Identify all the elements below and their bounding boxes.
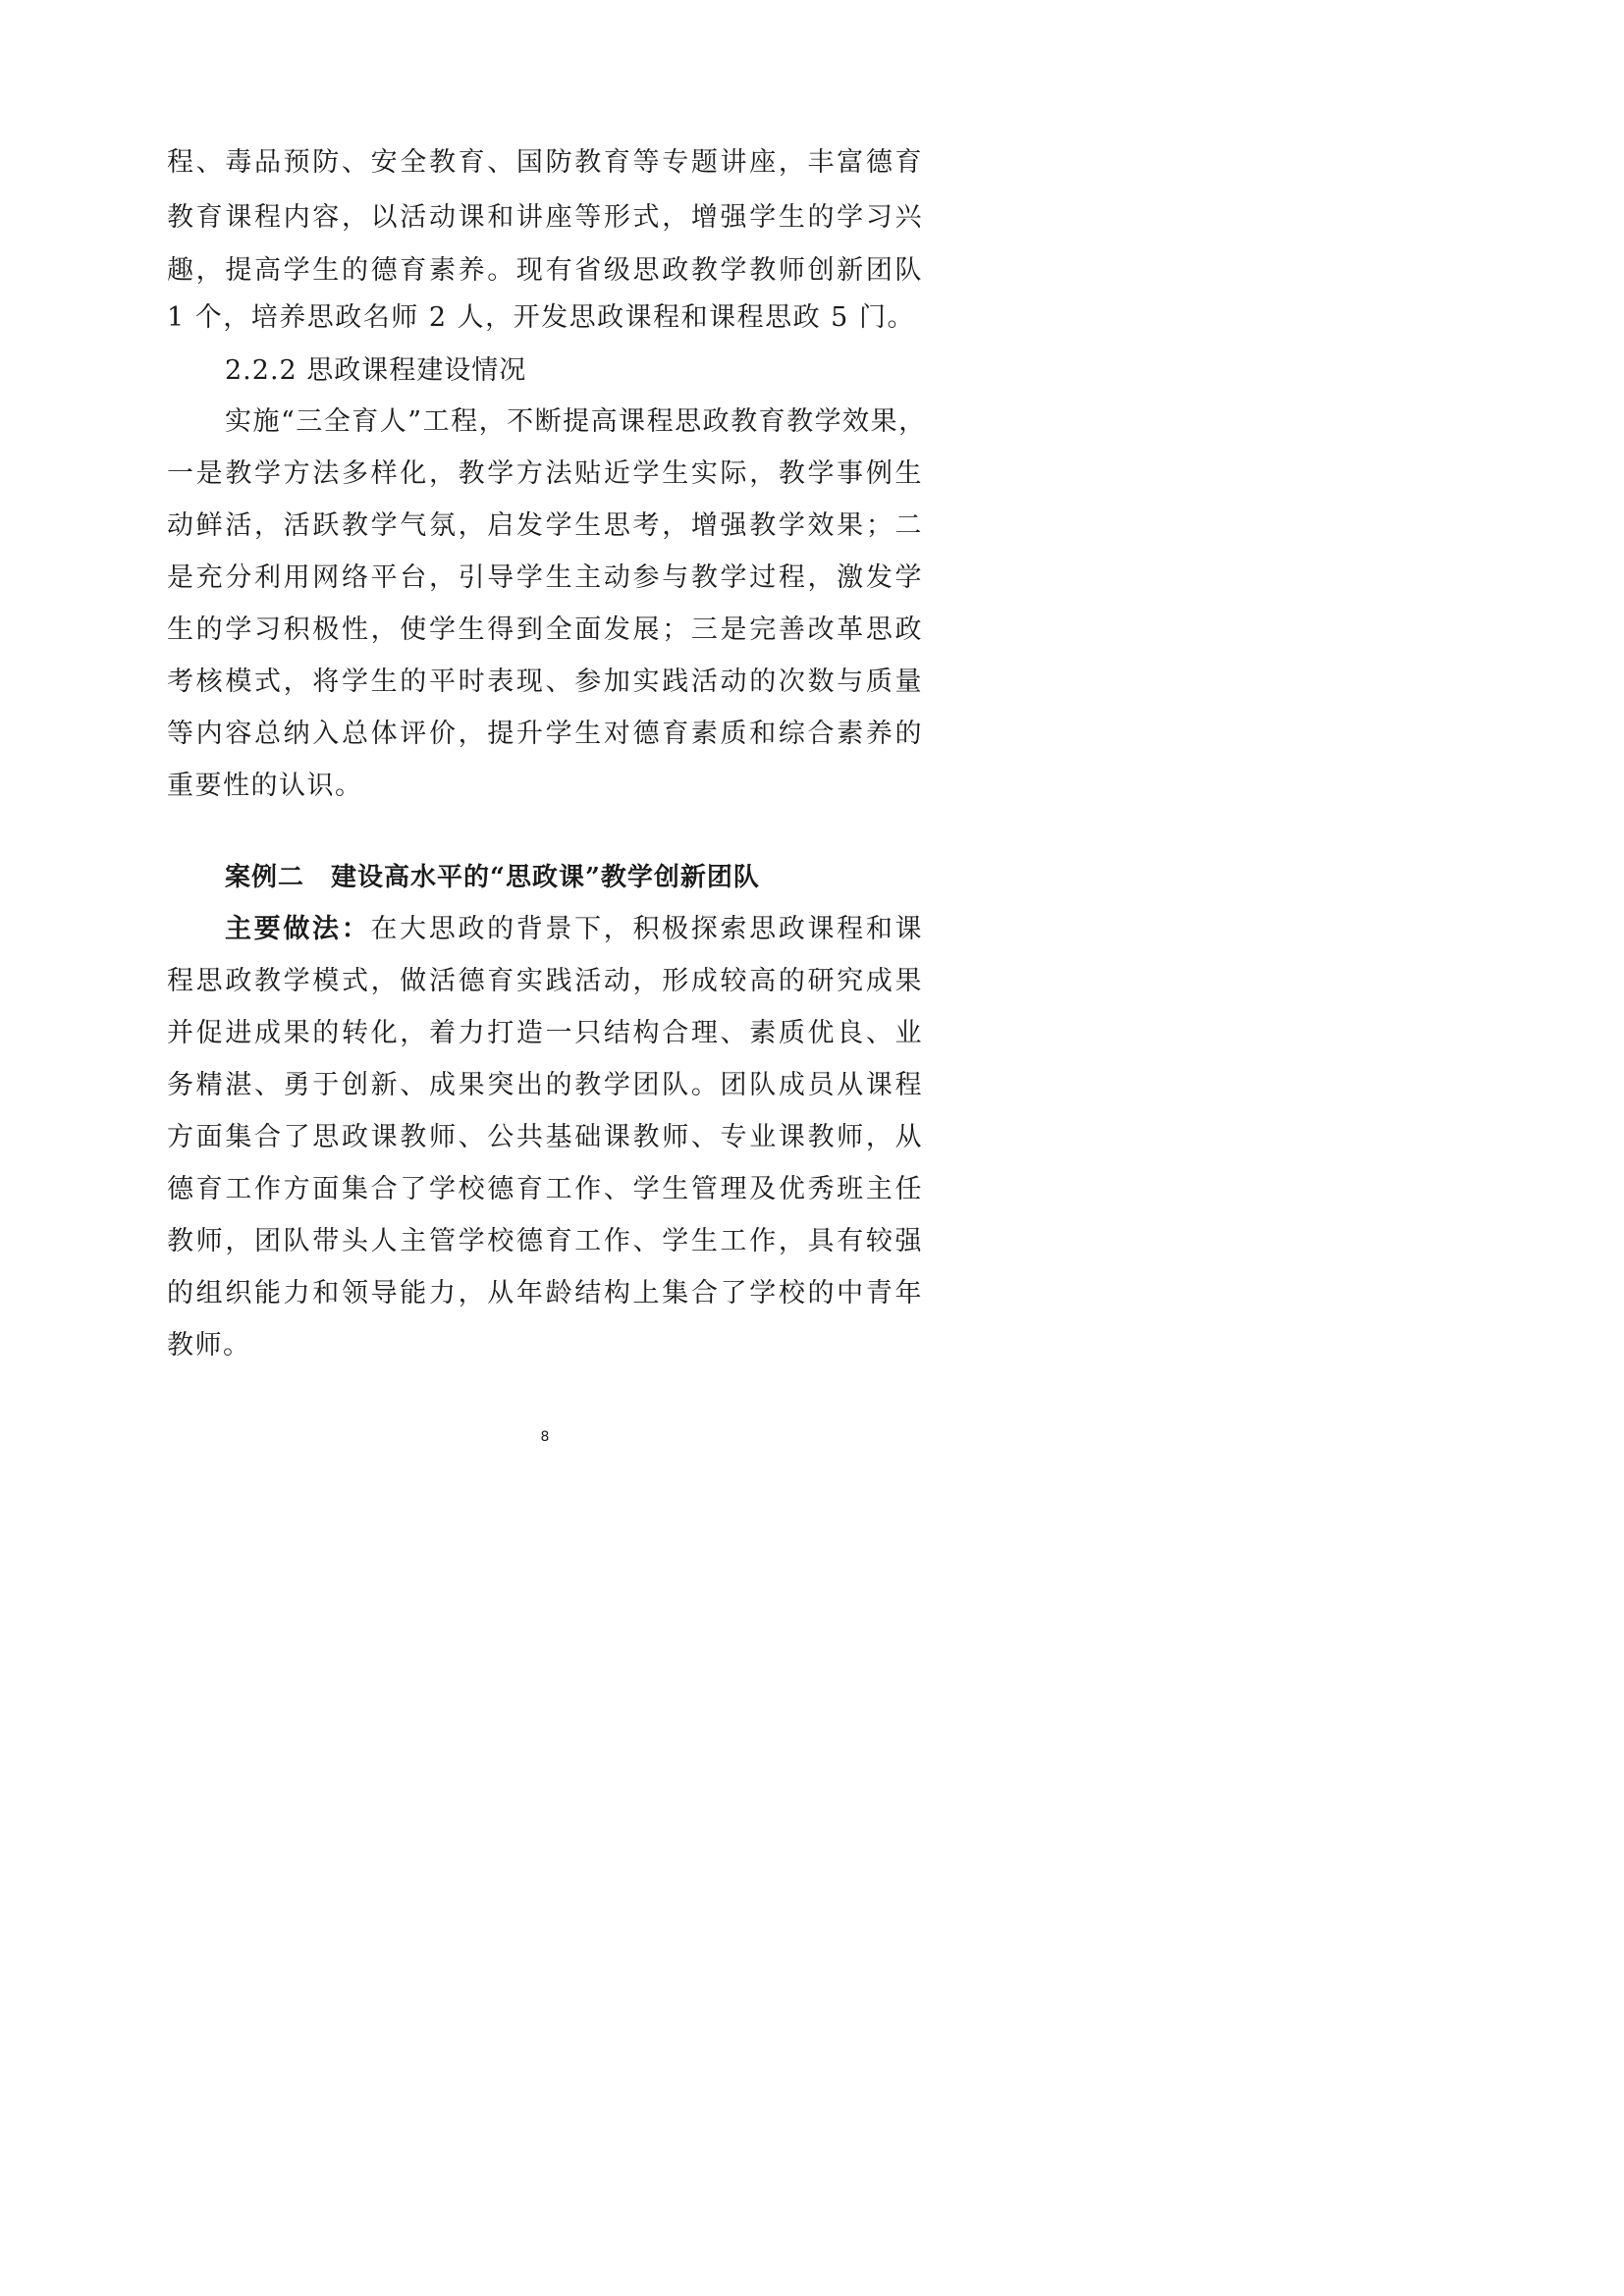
paragraph-line: 实施“三全育人”工程，不断提高课程思政教育教学效果， — [225, 406, 927, 437]
paragraph-line: 程、毒品预防、安全教育、国防教育等专题讲座，丰富德育 — [167, 147, 923, 178]
paragraph-line: 趣，提高学生的德育素养。现有省级思政教学教师创新团队 — [167, 255, 923, 286]
paragraph-line: 教育课程内容，以活动课和讲座等形式，增强学生的学习兴 — [167, 202, 923, 233]
paragraph-line: 的组织能力和领导能力，从年龄结构上集合了学校的中青年 — [167, 1278, 923, 1308]
paragraph-line-first — [225, 910, 923, 949]
paragraph-line: 重要性的认识。 — [167, 771, 363, 801]
paragraph-line: 教师，团队带头人主管学校德育工作、学生工作，具有较强 — [167, 1226, 923, 1256]
paragraph-line: 程思政教学模式，做活德育实践活动，形成较高的研究成果 — [167, 966, 923, 996]
lead-label: 主要做法： — [225, 914, 371, 944]
section-heading: 2.2.2 思政课程建设情况 — [225, 355, 527, 386]
document-page — [0, 0, 1090, 1539]
paragraph-line: 务精湛、勇于创新、成果突出的教学团队。团队成员从课程 — [167, 1070, 923, 1100]
paragraph-line: 教师。 — [167, 1330, 251, 1361]
case-title: 案例二 建设高水平的“思政课”教学创新团队 — [225, 863, 760, 892]
paragraph-line: 生的学习积极性，使学生得到全面发展；三是完善改革思政 — [167, 614, 923, 645]
paragraph-line: 考核模式，将学生的平时表现、参加实践活动的次数与质量 — [167, 667, 923, 697]
lead-text: 在大思政的背景下，积极探索思政课程和课 — [370, 914, 924, 944]
page-number: 8 — [540, 1429, 550, 1445]
paragraph-line: 方面集合了思政课教师、公共基础课教师、专业课教师，从 — [167, 1122, 923, 1152]
paragraph-line: 动鲜活，活跃教学气氛，启发学生思考，增强教学效果；二 — [167, 510, 923, 541]
paragraph-line: 等内容总纳入总体评价，提升学生对德育素质和综合素养的 — [167, 719, 923, 749]
paragraph-line: 是充分利用网络平台，引导学生主动参与教学过程，激发学 — [167, 562, 923, 593]
paragraph-line: 并促进成果的转化，着力打造一只结构合理、素质优良、业 — [167, 1018, 923, 1048]
paragraph-line: 一是教学方法多样化，教学方法贴近学生实际，教学事例生 — [167, 458, 923, 489]
paragraph-line: 1 个，培养思政名师 2 人，开发思政课程和课程思政 5 门。 — [167, 302, 915, 333]
paragraph-line: 德育工作方面集合了学校德育工作、学生管理及优秀班主任 — [167, 1174, 923, 1204]
